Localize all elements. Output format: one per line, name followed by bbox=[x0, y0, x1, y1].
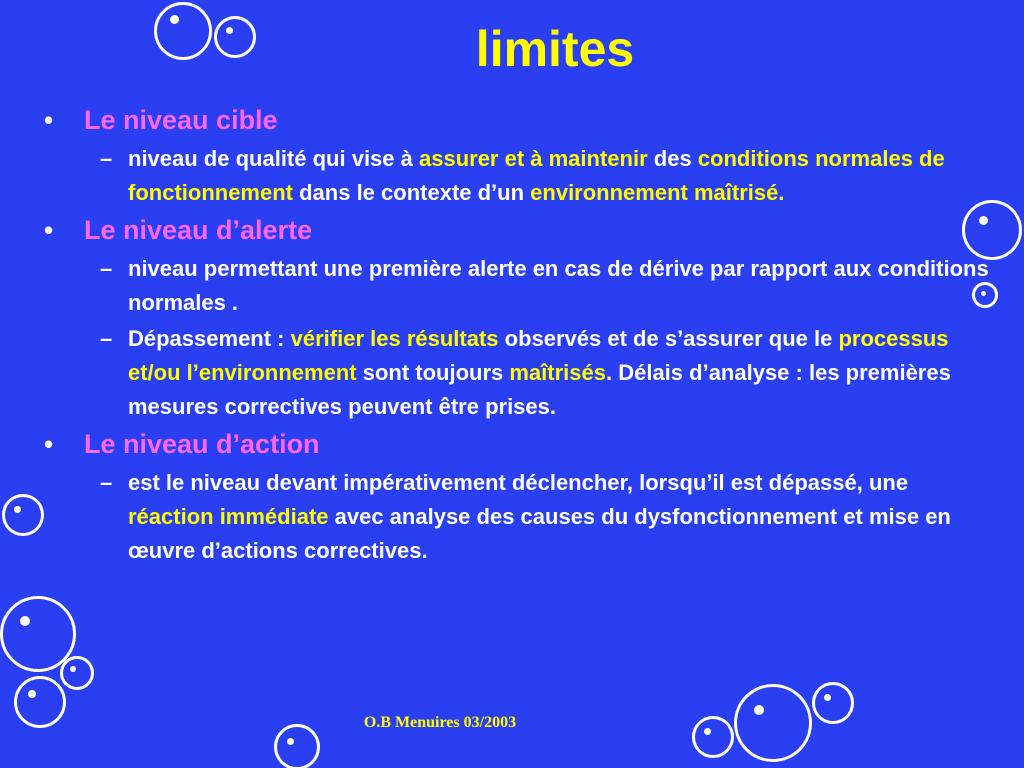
dash-icon: – bbox=[100, 470, 113, 495]
section-heading-niveau-action bbox=[40, 426, 990, 462]
section-heading-label: Le niveau d’alerte bbox=[84, 215, 313, 245]
item-text: est le niveau devant impérativement déclencher, lorsqu’il est dépassé, une réaction immédiate avec analyse des causes du dysfonctionnement et mise en œuvre d’actions correctives. bbox=[128, 470, 951, 563]
dash-icon: – bbox=[100, 146, 113, 171]
section-item bbox=[40, 252, 990, 320]
section-item bbox=[40, 142, 990, 210]
item-text: niveau de qualité qui vise à assurer et à maintenir des conditions normales de fonctionnement dans le contexte d’un environnement maîtrisé. bbox=[128, 146, 945, 205]
dash-icon: – bbox=[100, 256, 113, 281]
bubble-icon bbox=[60, 656, 94, 690]
item-text: niveau permettant une première alerte en cas de dérive par rapport aux conditions normales . bbox=[128, 256, 989, 315]
slide-content bbox=[40, 102, 990, 570]
slide-footer: O.B Menuires 03/2003 bbox=[363, 714, 517, 731]
bullet-icon: • bbox=[44, 429, 54, 459]
bullet-icon: • bbox=[44, 105, 54, 135]
dash-icon: – bbox=[100, 326, 113, 351]
slide-title: limites bbox=[475, 21, 635, 77]
section-heading-label: Le niveau cible bbox=[84, 105, 278, 135]
bullet-icon: • bbox=[44, 215, 54, 245]
bubble-icon bbox=[2, 494, 44, 536]
section-heading-niveau-cible bbox=[40, 102, 990, 138]
section-heading-niveau-alerte bbox=[40, 212, 990, 248]
item-text: Dépassement : vérifier les résultats observés et de s’assurer que le processus et/ou l’environnement sont toujours maîtrisés. Délais d’analyse : les premières mesures correctives peuvent être prises. bbox=[128, 326, 951, 419]
section-item bbox=[40, 466, 990, 568]
section-heading-label: Le niveau d’action bbox=[84, 429, 320, 459]
section-item bbox=[40, 322, 990, 424]
